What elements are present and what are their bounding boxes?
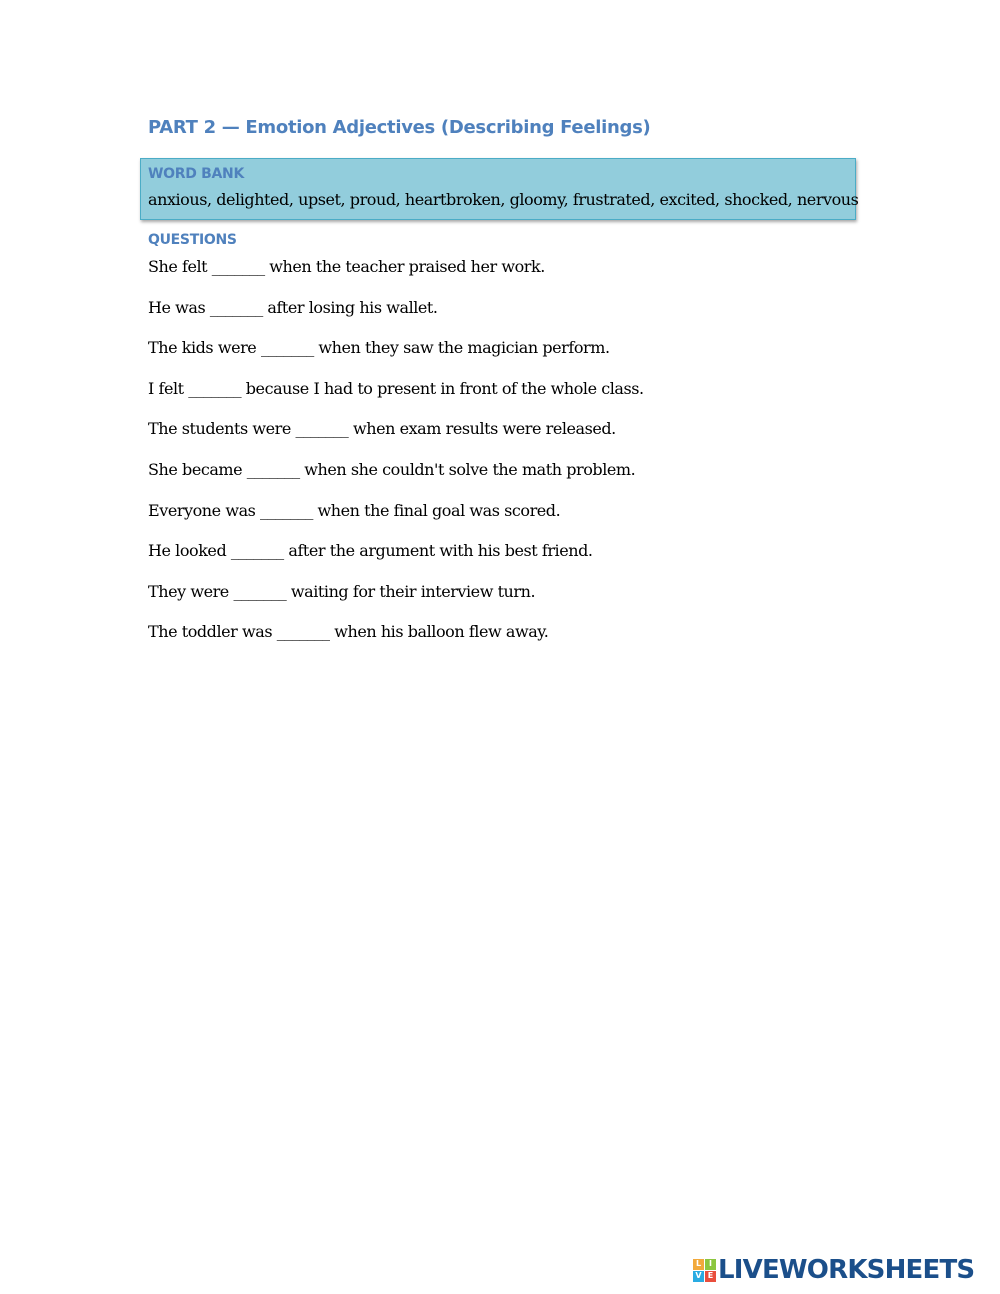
question-item: I felt _______ because I had to present in front of the whole class. — [148, 378, 644, 398]
question-item: They were _______ waiting for their interview turn. — [148, 581, 536, 601]
question-item: The toddler was _______ when his balloon flew away. — [148, 622, 549, 642]
question-item: The kids were _______ when they saw the magician perform. — [148, 338, 610, 358]
page-title: PART 2 — Emotion Adjectives (Describing Feelings) — [148, 117, 651, 138]
word-bank-heading: WORD BANK — [148, 166, 244, 182]
logo-text: LIVEWORKSHEETS — [718, 1255, 975, 1285]
word-bank-words: anxious, delighted, upset, proud, heartbroken, gloomy, frustrated, excited, shocked, nervous — [148, 190, 859, 209]
logo-mark-letter: L — [693, 1259, 704, 1270]
logo-mark-letter: E — [705, 1271, 716, 1282]
question-item: She felt _______ when the teacher praised her work. — [148, 257, 545, 276]
question-item: Everyone was _______ when the final goal was scored. — [148, 500, 561, 520]
question-item: She became _______ when she couldn't solve the math problem. — [148, 459, 636, 479]
question-item: The students were _______ when exam results were released. — [148, 419, 616, 439]
liveworksheets-logo — [693, 1255, 974, 1285]
question-item: He was _______ after losing his wallet. — [148, 297, 438, 317]
question-item: He looked _______ after the argument with his best friend. — [148, 541, 593, 561]
logo-mark-letter: V — [693, 1271, 704, 1282]
logo-mark-letter: I — [705, 1259, 716, 1270]
questions-heading: QUESTIONS — [148, 232, 237, 248]
questions-list — [148, 256, 644, 662]
logo-mark-icon — [693, 1259, 716, 1282]
word-bank-box — [140, 158, 859, 220]
